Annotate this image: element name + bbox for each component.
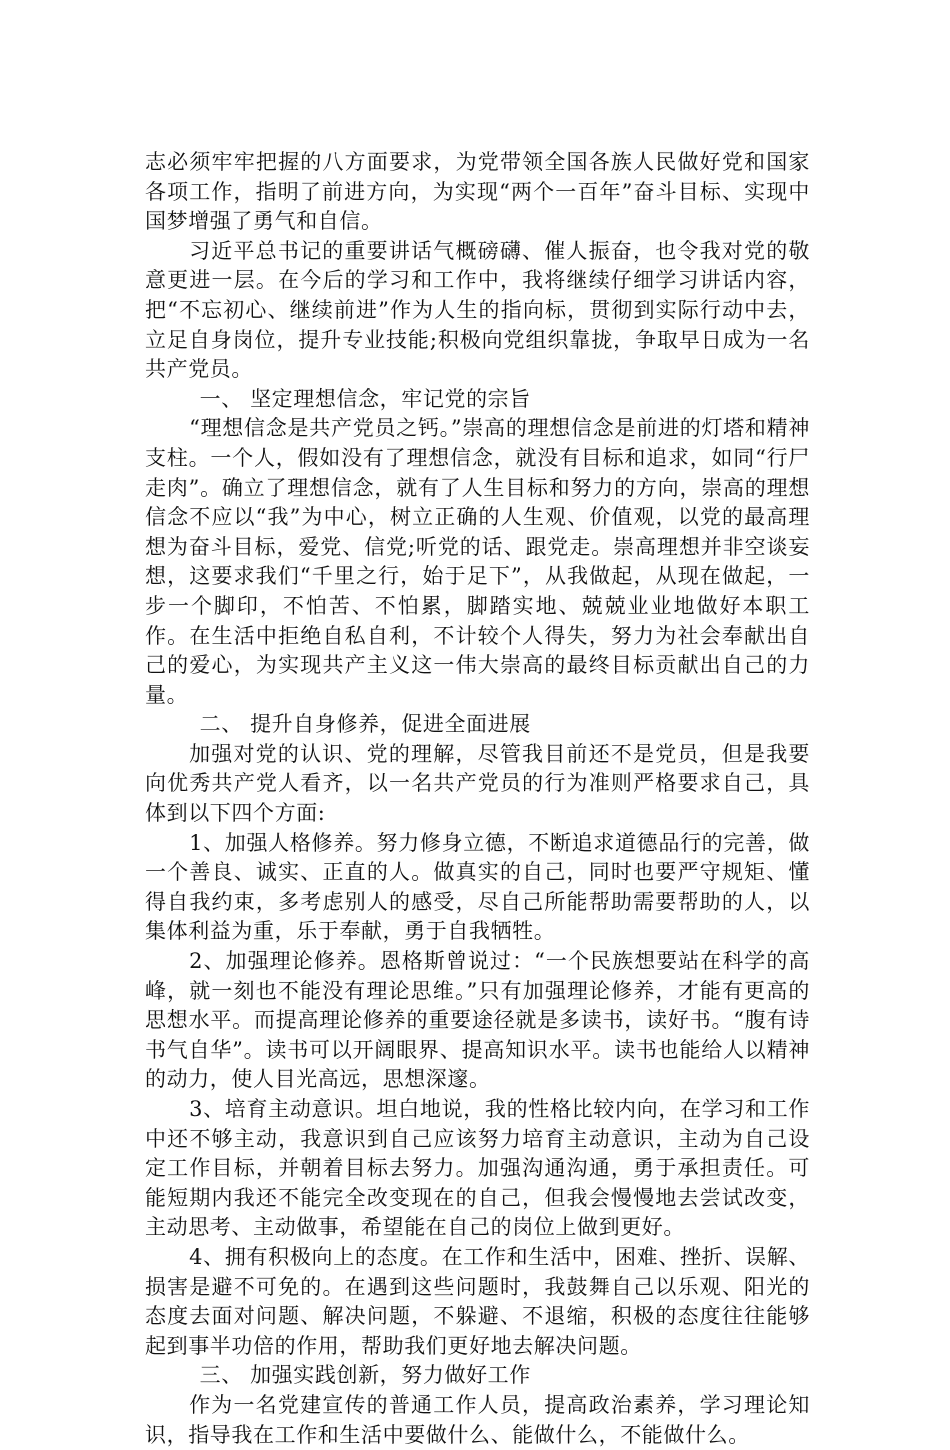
paragraph: 加强对党的认识、党的理解，尽管我目前还不是党员，但是我要向优秀共产党人看齐，以一名共产党员的行为准则严格要求自己，具体到以下四个方面: — [145, 741, 810, 826]
paragraph: 2、加强理论修养。恩格斯曾说过：“一个民族想要站在科学的高峰，就一刻也不能没有理论思维。”只有加强理论修养，才能有更高的思想水平。而提高理论修养的重要途径就是多读书，读好书。“腹有诗书气自华”。读书可以开阔眼界、提高知识水平。读书也能给人以精神的动力，使人目光高远，思想深邃。 — [145, 949, 810, 1092]
paragraph: 志必须牢牢把握的八方面要求，为党带领全国各族人民做好党和国家各项工作，指明了前进方向，为实现“两个一百年”奋斗目标、实现中国梦增强了勇气和自信。 — [145, 150, 810, 234]
section-heading: 二、 提升自身修养，促进全面进展 — [199, 712, 531, 737]
section-heading: 一、 坚定理想信念，牢记党的宗旨 — [199, 386, 531, 411]
paragraph: 习近平总书记的重要讲话气概磅礴、催人振奋，也令我对党的敬意更进一层。在今后的学习和工作中，我将继续仔细学习讲话内容，把“不忘初心、继续前进”作为人生的指向标，贯彻到实际行动中去，立足自身岗位，提升专业技能;积极向党组织靠拢，争取早日成为一名共产党员。 — [145, 238, 810, 382]
paragraph: 3、培育主动意识。坦白地说，我的性格比较内向，在学习和工作中还不够主动，我意识到自己应该努力培育主动意识，主动为自己设定工作目标，并朝着目标去努力。加强沟通沟通，勇于承担责任。可能短期内我还不能完全改变现在的自己，但我会慢慢地去尝试改变，主动思考、主动做事，希望能在自己的岗位上做到更好。 — [145, 1097, 810, 1240]
document-body — [145, 148, 810, 1450]
paragraph: 作为一名党建宣传的普通工作人员，提高政治素养，学习理论知识，指导我在工作和生活中要做什么、能做什么，不能做什么。 — [145, 1392, 810, 1447]
paragraph: 1、加强人格修养。努力修身立德，不断追求道德品行的完善，做一个善良、诚实、正直的人。做真实的自己，同时也要严守规矩、懂得自我约束，多考虑别人的感受，尽自己所能帮助需要帮助的人，以集体利益为重，乐于奉献，勇于自我牺牲。 — [145, 830, 810, 944]
paragraph: 4、拥有积极向上的态度。在工作和生活中，困难、挫折、误解、损害是避不可免的。在遇到这些问题时，我鼓舞自己以乐观、阳光的态度去面对问题、解决问题，不躲避、不退缩，积极的态度往往能够起到事半功倍的作用，帮助我们更好地去解决问题。 — [145, 1244, 810, 1358]
section-heading: 三、 加强实践创新，努力做好工作 — [199, 1363, 531, 1388]
paragraph: “理想信念是共产党员之钙。”崇高的理想信念是前进的灯塔和精神支柱。一个人，假如没有了理想信念，就没有目标和追求，如同“行尸走肉”。确立了理想信念，就有了人生目标和努力的方向，崇高的理想信念不应以“我”为中心，树立正确的人生观、价值观，以党的最高理想为奋斗目标，爱党、信党;听党的话、跟党走。崇高理想并非空谈妄想，这要求我们“千里之行，始于足下”，从我做起，从现在做起，一步一个脚印，不怕苦、不怕累，脚踏实地、兢兢业业地做好本职工作。在生活中拒绝自私自利，不计较个人得失，努力为社会奉献出自己的爱心，为实现共产主义这一伟大崇高的最终目标贡献出自己的力量。 — [145, 416, 810, 707]
